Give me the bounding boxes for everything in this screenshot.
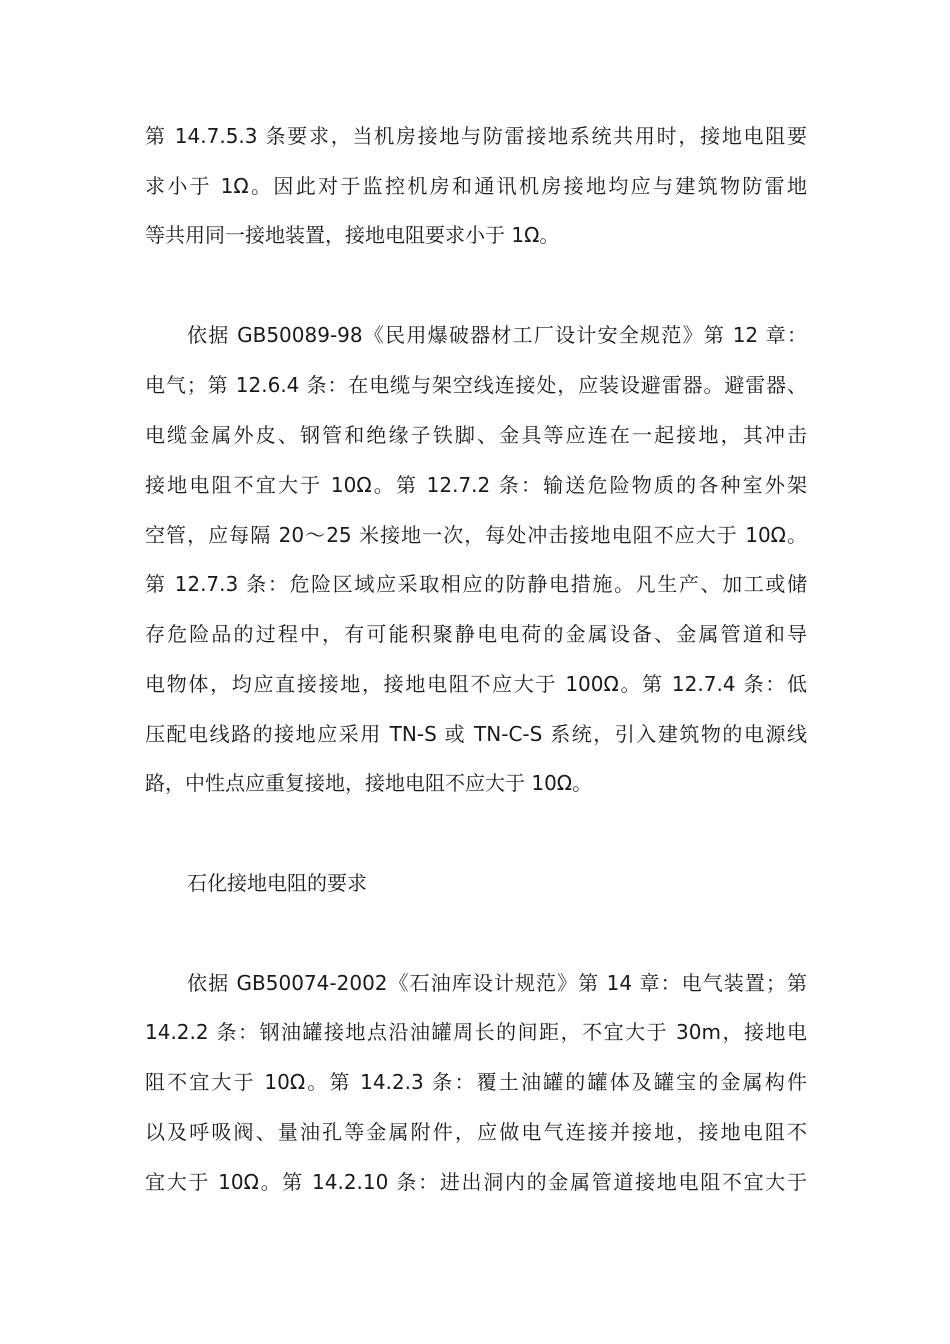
section-heading: 石化接地电阻的要求	[187, 871, 367, 895]
paragraph-4-line-1: 依据 GB50074-2002《石油库设计规范》第 14 章：电气装置；第	[187, 971, 807, 995]
paragraph-2-line-6: 第 12.7.3 条：危险区域应采取相应的防静电措施。凡生产、加工或储	[145, 572, 807, 596]
paragraph-1-line-2: 求小于 1Ω。因此对于监控机房和通讯机房接地均应与建筑物防雷地	[145, 174, 807, 198]
paragraph-2-line-5: 空管，应每隔 20～25 米接地一次，每处冲击接地电阻不应大于 10Ω。	[145, 523, 807, 547]
paragraph-2-line-7: 存危险品的过程中，有可能积聚静电电荷的金属设备、金属管道和导	[145, 622, 807, 646]
paragraph-2-line-3: 电缆金属外皮、钢管和绝缘子铁脚、金具等应连在一起接地，其冲击	[145, 423, 807, 447]
paragraph-2-line-4: 接地电阻不宜大于 10Ω。第 12.7.2 条：输送危险物质的各种室外架	[145, 473, 807, 497]
paragraph-2-line-10: 路，中性点应重复接地，接地电阻不应大于 10Ω。	[145, 771, 593, 795]
paragraph-4-line-2: 14.2.2 条：钢油罐接地点沿油罐周长的间距，不宜大于 30m，接地电	[145, 1020, 807, 1044]
paragraph-2-line-2: 电气；第 12.6.4 条：在电缆与架空线连接处，应装设避雷器。避雷器、	[145, 373, 807, 397]
paragraph-2-line-1: 依据 GB50089-98《民用爆破器材工厂设计安全规范》第 12 章：	[187, 323, 807, 347]
paragraph-2-line-9: 压配电线路的接地应采用 TN-S 或 TN-C-S 系统，引入建筑物的电源线	[145, 722, 807, 746]
paragraph-4-line-4: 以及呼吸阀、量油孔等金属附件，应做电气连接并接地，接地电阻不	[145, 1120, 807, 1144]
paragraph-2-line-8: 电物体，均应直接接地，接地电阻不应大于 100Ω。第 12.7.4 条：低	[145, 672, 807, 696]
paragraph-1-line-1: 第 14.7.5.3 条要求，当机房接地与防雷接地系统共用时，接地电阻要	[145, 124, 807, 148]
paragraph-4-line-3: 阻不宜大于 10Ω。第 14.2.3 条：覆土油罐的罐体及罐宝的金属构件	[145, 1070, 807, 1094]
paragraph-4-line-5: 宜大于 10Ω。第 14.2.10 条：进出洞内的金属管道接地电阻不宜大于	[145, 1170, 807, 1194]
paragraph-1-line-3: 等共用同一接地装置，接地电阻要求小于 1Ω。	[145, 223, 560, 247]
